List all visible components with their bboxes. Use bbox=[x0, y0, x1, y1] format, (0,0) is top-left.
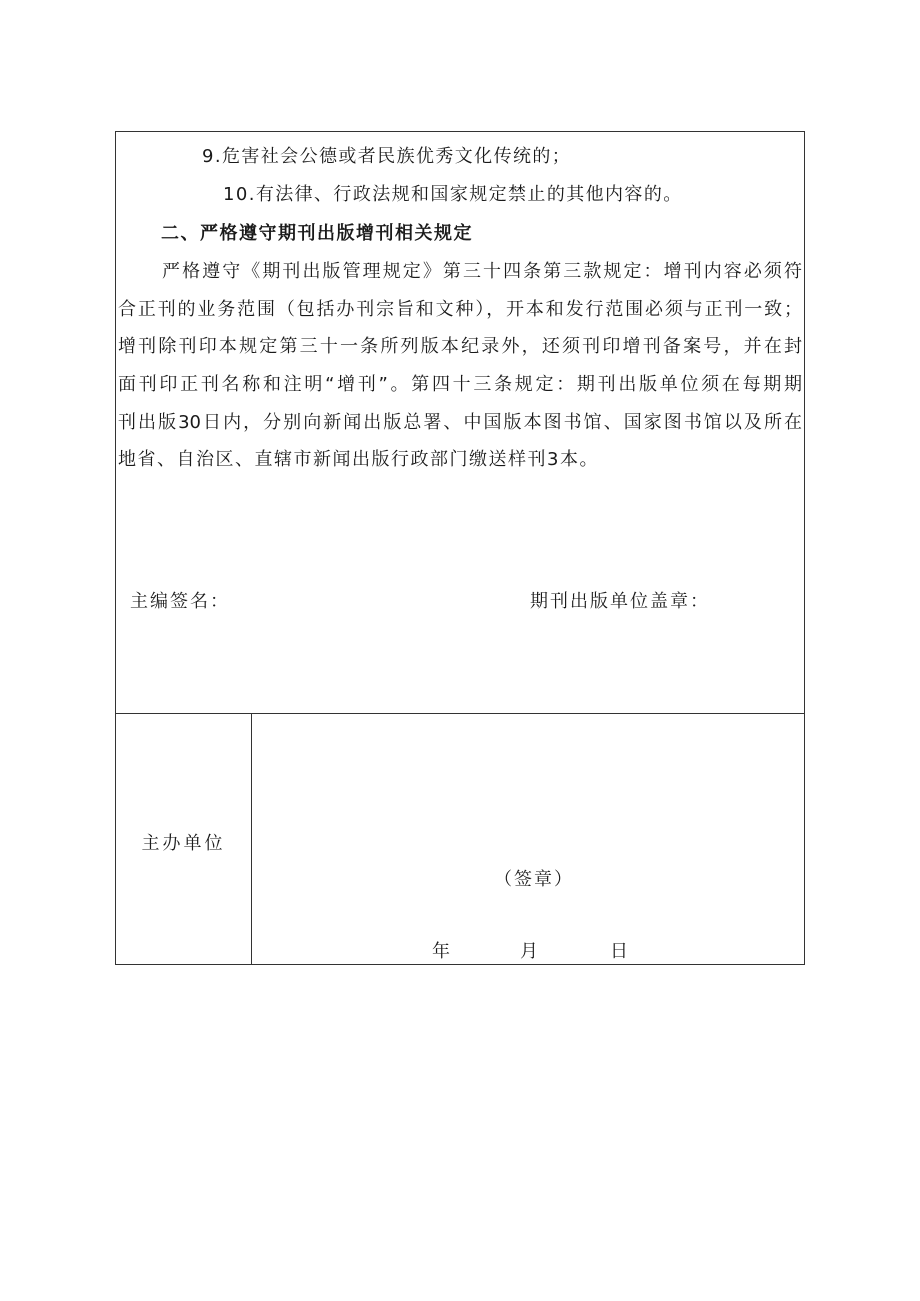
stamp-label: （签章） bbox=[494, 869, 574, 890]
sponsor-label: 主办单位 bbox=[141, 833, 226, 854]
paragraph-line: 合正刊的业务范围（包括办刊宗旨和文种），开本和发行范围必须与正刊一致； bbox=[118, 299, 802, 320]
sponsor-label-cell bbox=[116, 714, 252, 964]
regulations-cell bbox=[116, 132, 804, 714]
date-month-label: 月 bbox=[520, 941, 538, 962]
paragraph-line: 刊出版30日内，分别向新闻出版总署、中国版本图书馆、国家图书馆以及所在 bbox=[118, 412, 802, 433]
paragraph-line: 增刊除刊印本规定第三十一条所列版本纪录外，还须刊印增刊备案号，并在封 bbox=[118, 336, 802, 357]
sponsor-signature-cell bbox=[252, 714, 804, 964]
paragraph-line: 面刊印正刊名称和注明“增刊”。第四十三条规定：期刊出版单位须在每期期 bbox=[118, 374, 802, 395]
editor-signature-label: 主编签名： bbox=[130, 591, 230, 612]
form-table bbox=[115, 131, 805, 965]
section-heading: 二、严格遵守期刊出版增刊相关规定 bbox=[161, 223, 473, 244]
date-year-label: 年 bbox=[432, 941, 450, 962]
paragraph-line: 严格遵守《期刊出版管理规定》第三十四条第三款规定：增刊内容必须符 bbox=[162, 261, 802, 282]
prohibited-item-10: 10.有法律、行政法规和国家规定禁止的其他内容的。 bbox=[223, 184, 683, 205]
date-day-label: 日 bbox=[610, 941, 628, 962]
prohibited-item-9: 9.危害社会公德或者民族优秀文化传统的； bbox=[202, 146, 572, 167]
paragraph-line: 地省、自治区、直辖市新闻出版行政部门缴送样刊3本。 bbox=[118, 449, 599, 470]
publisher-seal-label: 期刊出版单位盖章： bbox=[530, 591, 710, 612]
